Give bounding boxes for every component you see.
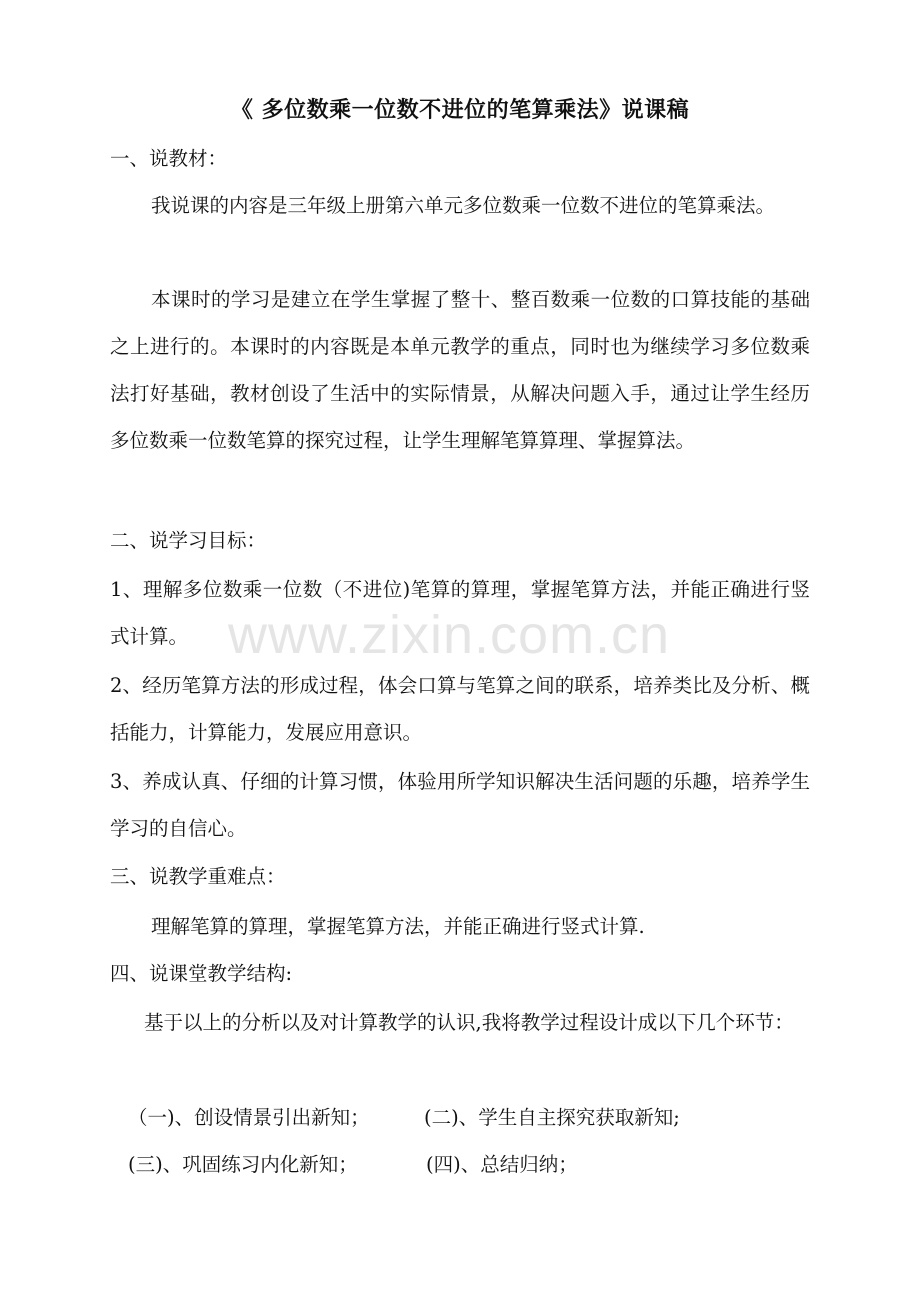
- steps-row-2: [110, 1141, 810, 1188]
- objective-item-1: 1、理解多位数乘一位数（不进位)笔算的算理，掌握笔算方法，并能正确进行竖式计算。: [110, 578, 810, 648]
- section-1-heading: 一、说教材：: [110, 147, 228, 170]
- step-item: (三)、巩固练习内化新知；: [128, 1153, 358, 1176]
- objective-item-3: 3、养成认真、仔细的计算习惯，体验用所学知识解决生活问题的乐趣，培养学生学习的自信心。: [110, 770, 810, 840]
- section-1-paragraph-1: 我说课的内容是三年级上册第六单元多位数乘一位数不进位的笔算乘法。: [151, 194, 776, 217]
- step-item: （一)、创设情景引出新知；: [128, 1106, 370, 1129]
- section-3-heading: 三、说教学重难点：: [110, 865, 286, 888]
- section-4-paragraph: 基于以上的分析以及对计算教学的认识,我将教学过程设计成以下几个环节：: [144, 1011, 794, 1034]
- section-4-heading: 四、说课堂教学结构:: [110, 962, 293, 985]
- watermark-text: www.zixin.com.cn: [228, 605, 671, 665]
- step-item: (二)、学生自主探究获取新知;: [424, 1106, 680, 1129]
- section-2-heading: 二、说学习目标：: [110, 529, 267, 552]
- objective-item-2: 2、经历笔算方法的形成过程，体会口算与笔算之间的联系，培养类比及分析、概括能力，计算能力，发展应用意识。: [110, 674, 810, 744]
- section-1-paragraph-2: 本课时的学习是建立在学生掌握了整十、整百数乘一位数的口算技能的基础之上进行的。本课时的内容既是本单元教学的重点，同时也为继续学习多位数乘法打好基础，教材创设了生活中的实际情景，从解决问题入手，通过让学生经历多位数乘一位数笔算的探究过程，让学生理解笔算算理、掌握算法。: [110, 288, 810, 452]
- section-3-paragraph: 理解笔算的算理，掌握笔算方法，并能正确进行竖式计算.: [151, 915, 645, 938]
- step-item: (四)、总结归纳；: [426, 1153, 578, 1176]
- document-title: 《 多位数乘一位数不进位的笔算乘法》说课稿: [230, 97, 690, 123]
- steps-row-1: [110, 1094, 810, 1141]
